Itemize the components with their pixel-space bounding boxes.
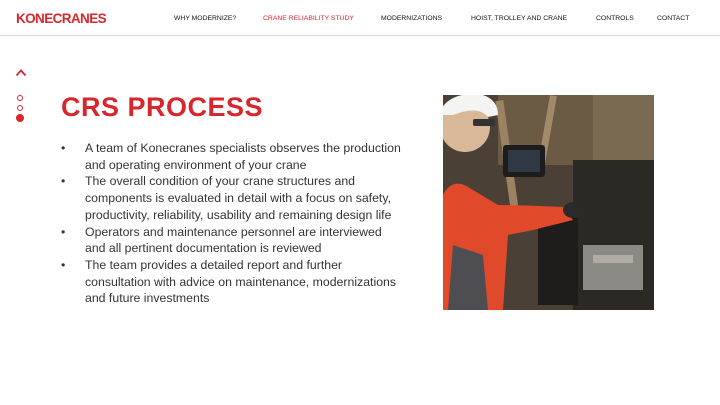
nav-modernizations[interactable]: MODERNIZATIONS [381,15,443,22]
list-item: • The overall condition of your crane structures and components is evaluated in detail with a focus on safety, productivity, reliability, usability and remaining design life [61,173,401,223]
list-item: • Operators and maintenance personnel are interviewed and all pertinent documentation is reviewed [61,224,401,257]
crs-process-list [61,140,401,307]
nav-controls[interactable]: CONTROLS [596,15,634,22]
nav-crane-reliability-study[interactable]: CRANE RELIABILITY STUDY [263,15,354,22]
slide-dot-1[interactable] [17,95,23,101]
list-item: • The team provides a detailed report and further consultation with advice on maintenance, modernizations and future investments [61,257,401,307]
nav-contact[interactable]: CONTACT [657,15,690,22]
crane-operator-photo [443,95,654,310]
chevron-up-icon[interactable] [15,68,27,77]
slide-dot-3-active[interactable] [16,114,24,122]
nav-hoist-trolley-and-crane[interactable]: HOIST, TROLLEY AND CRANE [471,15,568,22]
operator-illustration [443,95,654,310]
page-title: CRS PROCESS [61,92,264,122]
list-item: • A team of Konecranes specialists observes the production and operating environment of your crane [61,140,401,173]
top-navigation-bar [0,0,720,36]
slide-dot-2[interactable] [17,105,23,111]
konecranes-logo[interactable]: KONECRANES [16,11,107,26]
nav-why-modernize[interactable]: WHY MODERNIZE? [174,15,237,22]
